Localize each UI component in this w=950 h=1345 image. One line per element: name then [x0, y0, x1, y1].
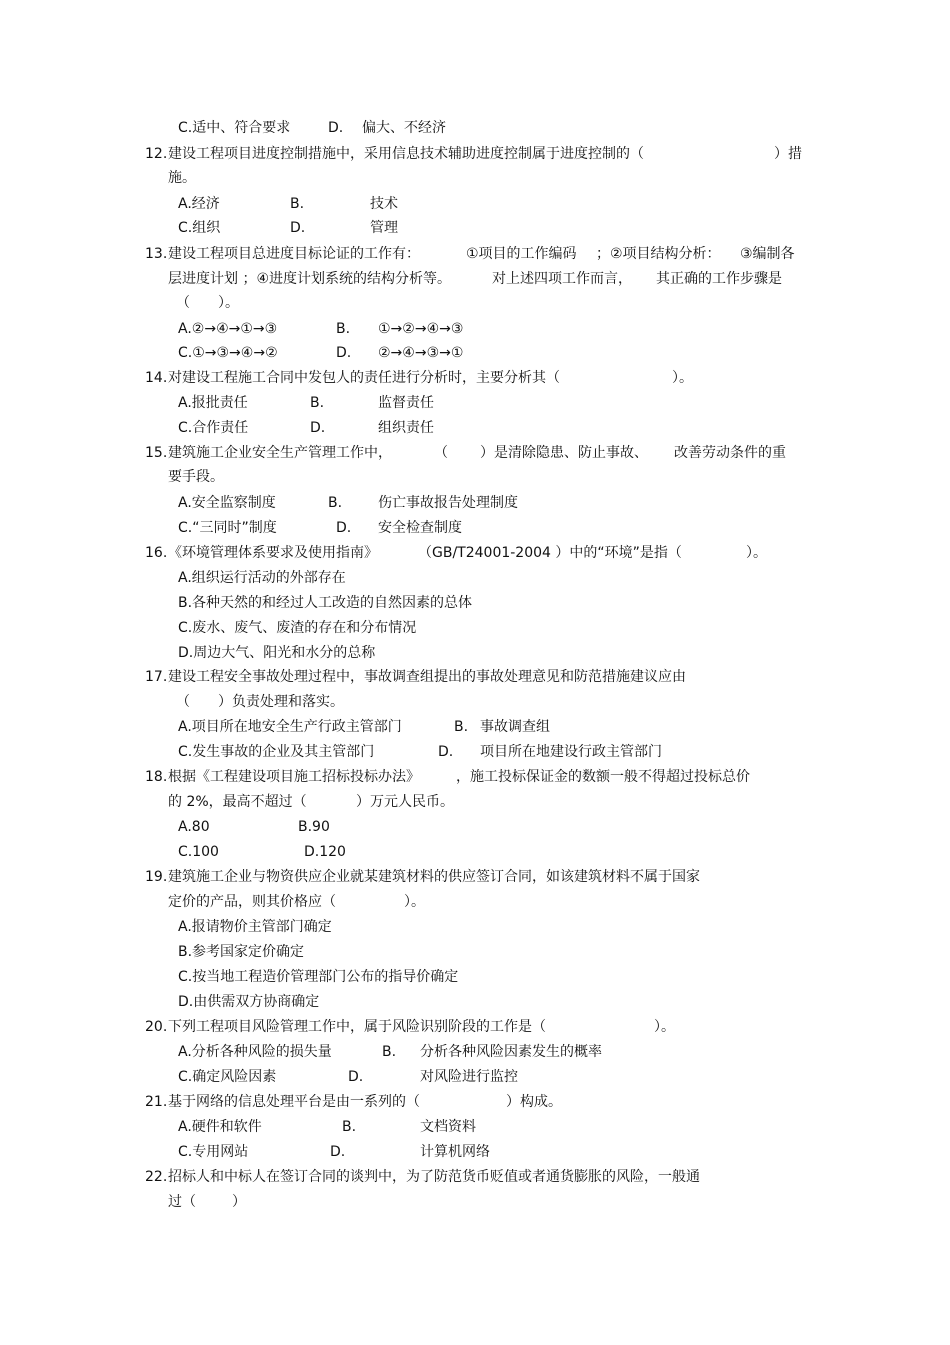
q19-number: 19. — [145, 869, 168, 885]
q14-option-d-letter: D. — [310, 420, 326, 436]
q16-number: 16. — [145, 545, 168, 561]
q18-number: 18. — [145, 769, 168, 785]
q12-option-c: C.组织 — [178, 220, 221, 236]
q13-option-a: A.②→④→①→③ — [178, 321, 278, 337]
q14-text-end: ）。 — [672, 370, 693, 386]
q15-text-c: ）是清除隐患、防止事故、 — [480, 445, 648, 461]
q21-text: 基于网络的信息处理平台是由一系列的（ — [168, 1094, 420, 1110]
q16-option-b: B.各种天然的和经过人工改造的自然因素的总体 — [178, 595, 473, 611]
q12-option-d-letter: D. — [290, 220, 306, 236]
q14-text: 对建设工程施工合同中发包人的责任进行分析时，主要分析其（ — [168, 370, 560, 386]
q12-number: 12. — [145, 146, 168, 162]
q18-text-line2b: ）万元人民币。 — [356, 794, 454, 810]
q20-option-d: 对风险进行监控 — [420, 1069, 518, 1085]
q18-option-c: C.100 — [178, 844, 219, 860]
q20-option-d-letter: D. — [348, 1069, 364, 1085]
q19-text-line2: 定价的产品，则其价格应（ — [168, 894, 336, 910]
q22-number: 22. — [145, 1169, 168, 1185]
q20-option-c: C.确定风险因素 — [178, 1069, 277, 1085]
q17-option-d-letter: D. — [438, 744, 454, 760]
q20-text-end: ）。 — [654, 1019, 675, 1035]
q19-option-c: C.按当地工程造价管理部门公布的指导价确定 — [178, 969, 459, 985]
q14-option-b: 监督责任 — [378, 395, 434, 411]
q22-text-line2: 过（ — [168, 1194, 196, 1210]
q12-option-d: 管理 — [370, 220, 398, 236]
q13-option-b: ①→②→④→③ — [378, 321, 464, 337]
q13-option-d-letter: D. — [336, 345, 352, 361]
q17-option-b: 事故调查组 — [480, 719, 550, 735]
q15-paren-open: （ — [434, 445, 448, 461]
q18-option-b: B.90 — [298, 819, 330, 835]
q14-option-c: C.合作责任 — [178, 420, 249, 436]
q13-text: 建设工程项目总进度目标论证的工作有： — [168, 246, 420, 262]
q17-paren-open: （ — [176, 694, 190, 710]
q17-option-a: A.项目所在地安全生产行政主管部门 — [178, 719, 402, 735]
q14-option-b-letter: B. — [310, 395, 325, 411]
q19-option-d: D.由供需双方协商确定 — [178, 994, 320, 1010]
q11-option-d-letter: D. — [328, 120, 344, 136]
q12-text-cont: 施。 — [168, 170, 196, 186]
q17-text: 建设工程安全事故处理过程中，事故调查组提出的事故处理意见和防范措施建议应由 — [168, 669, 686, 685]
q18-option-a: A.80 — [178, 819, 210, 835]
q19-text: 建筑施工企业与物资供应企业就某建筑材料的供应签订合同，如该建筑材料不属于国家 — [168, 869, 700, 885]
q21-option-d: 计算机网络 — [420, 1144, 490, 1160]
q13-text-line2: 层进度计划 ；④进度计划系统的结构分析等。 — [168, 271, 451, 287]
q15-option-d: 安全检查制度 — [378, 520, 462, 536]
q21-option-b-letter: B. — [342, 1119, 357, 1135]
q13-option-b-letter: B. — [336, 321, 351, 337]
q19-option-b: B.参考国家定价确定 — [178, 944, 305, 960]
q16-text-b: （GB/T24001-2004 ）中的“环境”是指（ — [418, 545, 682, 561]
q21-text-end: ）构成。 — [506, 1094, 562, 1110]
q20-text: 下列工程项目风险管理工作中，属于风险识别阶段的工作是（ — [168, 1019, 546, 1035]
q12-option-a: A.经济 — [178, 196, 220, 212]
q17-number: 17. — [145, 669, 168, 685]
q16-option-a: A.组织运行活动的外部存在 — [178, 570, 346, 586]
q20-option-b: 分析各种风险因素发生的概率 — [420, 1044, 602, 1060]
q12-text: 建设工程项目进度控制措施中，采用信息技术辅助进度控制属于进度控制的（ — [168, 146, 644, 162]
q15-option-d-letter: D. — [336, 520, 352, 536]
q13-option-c: C.①→③→④→② — [178, 345, 278, 361]
q14-number: 14. — [145, 370, 168, 386]
q11-option-c: C.适中、符合要求 — [178, 120, 291, 136]
q22-paren-close: ） — [232, 1194, 246, 1210]
q13-number: 13. — [145, 246, 168, 262]
q15-text: 建筑施工企业安全生产管理工作中， — [168, 445, 392, 461]
q13-option-d: ②→④→③→① — [378, 345, 464, 361]
q20-option-a: A.分析各种风险的损失量 — [178, 1044, 332, 1060]
q13-text-d: ③编制各 — [740, 246, 795, 262]
q13-text-line2b: 对上述四项工作而言， — [492, 271, 632, 287]
q15-option-b: 伤亡事故报告处理制度 — [378, 495, 518, 511]
q16-option-c: C.废水、废气、废渣的存在和分布情况 — [178, 620, 417, 636]
q13-paren-open: （ — [176, 295, 190, 311]
q17-option-b-letter: B. — [454, 719, 469, 735]
q13-text-line2c: 其正确的工作步骤是 — [656, 271, 782, 287]
q19-text-line2b: ）。 — [404, 894, 425, 910]
q13-text-c: ；②项目结构分析： — [596, 246, 721, 262]
q12-option-b-letter: B. — [290, 196, 305, 212]
q21-option-d-letter: D. — [330, 1144, 346, 1160]
q12-text-end: ）措 — [774, 146, 802, 162]
q17-text-cont: ）负责处理和落实。 — [218, 694, 344, 710]
q17-option-d: 项目所在地建设行政主管部门 — [480, 744, 662, 760]
q18-text-line2: 的 2%，最高不超过（ — [168, 794, 307, 810]
q12-option-b: 技术 — [370, 196, 398, 212]
q21-number: 21. — [145, 1094, 168, 1110]
q15-number: 15. — [145, 445, 168, 461]
q14-option-a: A.报批责任 — [178, 395, 248, 411]
q17-option-c: C.发生事故的企业及其主管部门 — [178, 744, 375, 760]
q15-option-c: C.“三同时”制度 — [178, 520, 277, 536]
q19-option-a: A.报请物价主管部门确定 — [178, 919, 332, 935]
q15-option-b-letter: B. — [328, 495, 343, 511]
q21-option-a: A.硬件和软件 — [178, 1119, 262, 1135]
q21-option-b: 文档资料 — [420, 1119, 476, 1135]
q13-paren-close: ）。 — [218, 295, 239, 311]
q16-option-d: D.周边大气、阳光和水分的总称 — [178, 645, 376, 661]
q20-number: 20. — [145, 1019, 168, 1035]
q13-text-b: ①项目的工作编码 — [466, 246, 577, 262]
q15-option-a: A.安全监察制度 — [178, 495, 276, 511]
q11-option-d: 偏大、不经济 — [362, 120, 446, 136]
q21-option-c: C.专用网站 — [178, 1144, 249, 1160]
q15-text-cont: 要手段。 — [168, 469, 224, 485]
q20-option-b-letter: B. — [382, 1044, 397, 1060]
q14-option-d: 组织责任 — [378, 420, 434, 436]
q22-text: 招标人和中标人在签订合同的谈判中，为了防范货币贬值或者通货膨胀的风险，一般通 — [168, 1169, 700, 1185]
q18-option-d: D.120 — [304, 844, 346, 860]
q15-text-d: 改善劳动条件的重 — [674, 445, 786, 461]
q16-text-end: ）。 — [746, 545, 767, 561]
q18-text: 根据《工程建设项目施工招标投标办法》 — [168, 769, 420, 785]
q18-text-b: ，施工投标保证金的数额一般不得超过投标总价 — [456, 769, 750, 785]
q16-text: 《环境管理体系要求及使用指南》 — [168, 545, 378, 561]
